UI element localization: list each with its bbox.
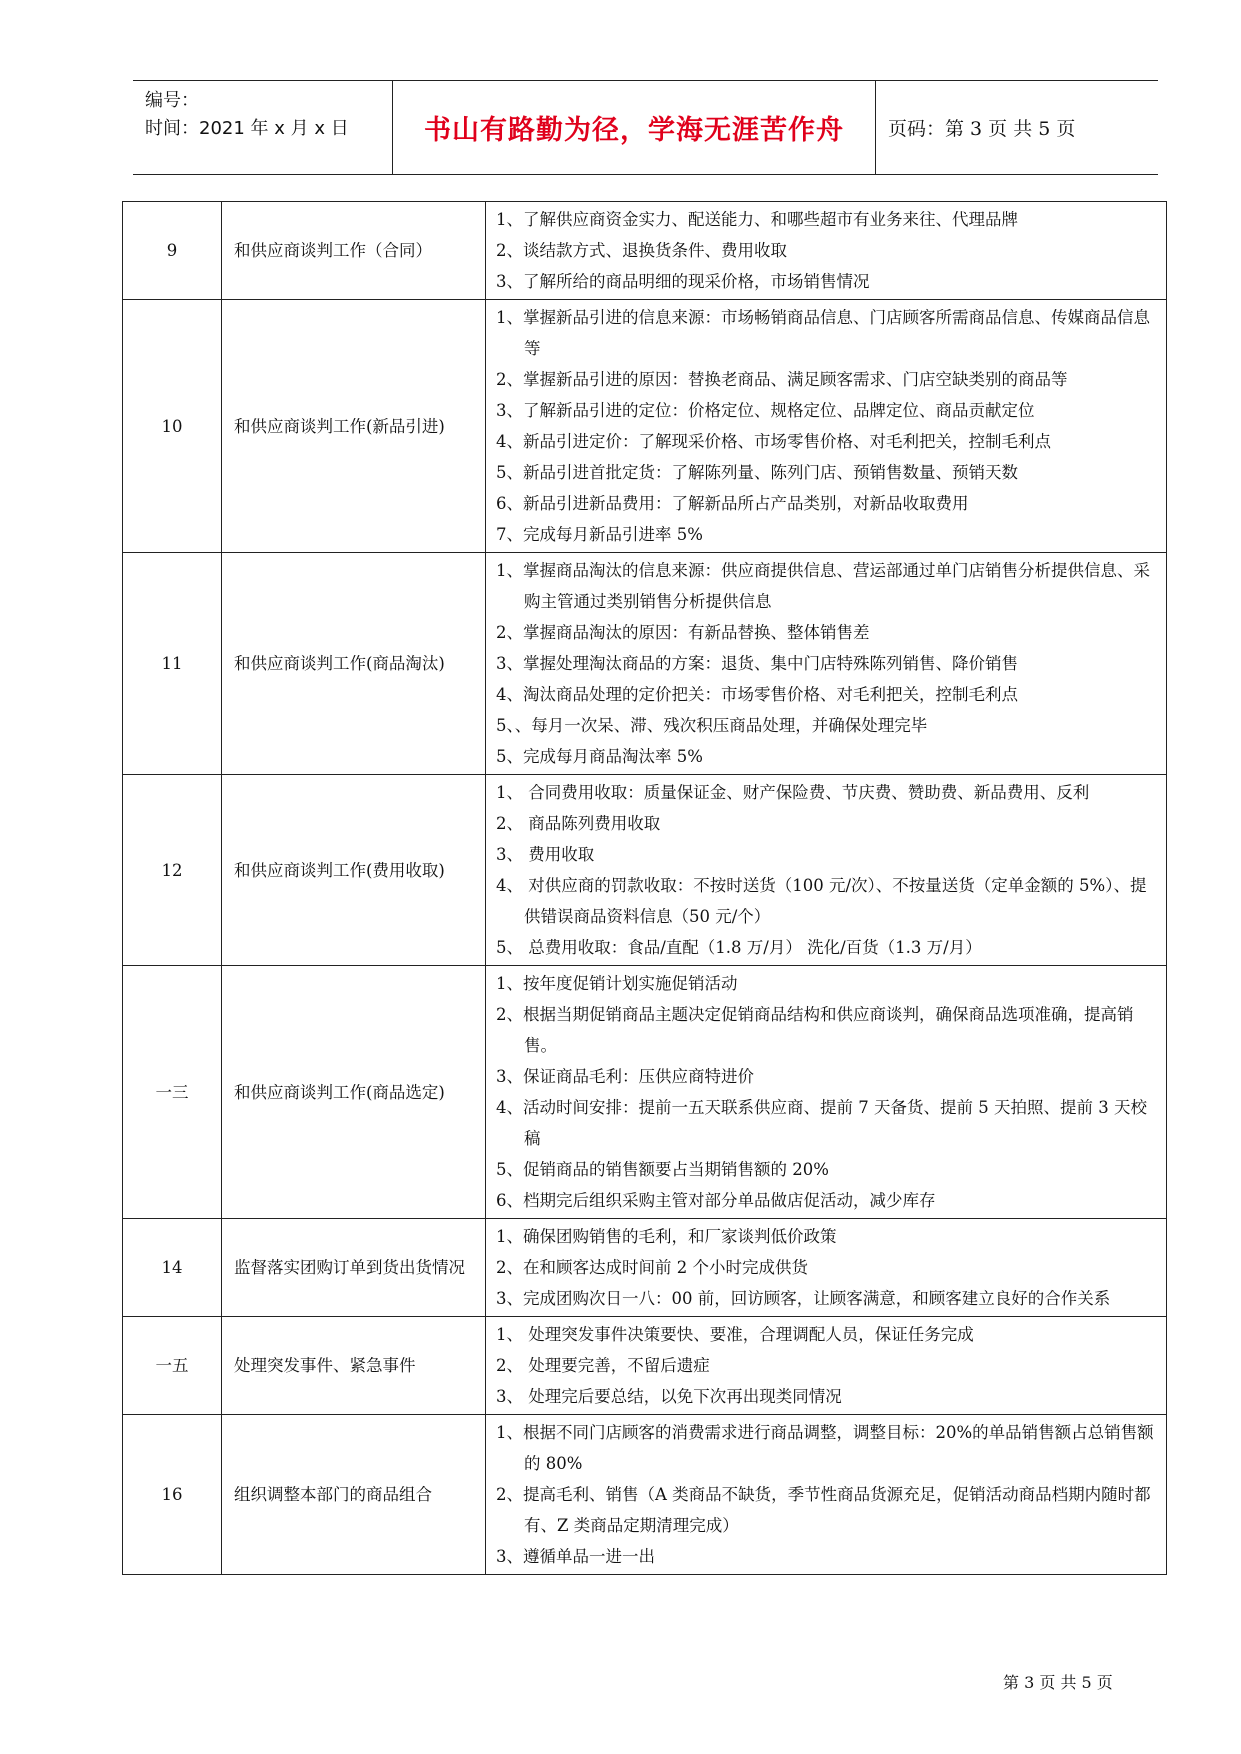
- header-info: [133, 81, 393, 174]
- table-row: [123, 966, 1167, 1219]
- detail-item: 1、掌握商品淘汰的信息来源：供应商提供信息、营运部通过单门店销售分析提供信息、采购主管通过类别销售分析提供信息: [496, 561, 1150, 611]
- detail-item: 2、在和顾客达成时间前 2 个小时完成供货: [496, 1258, 808, 1277]
- detail-item: 5、完成每月商品淘汰率 5%: [496, 747, 703, 766]
- footer-page-number: 第 3 页 共 5 页: [1003, 1673, 1113, 1692]
- detail-item: 4、 对供应商的罚款收取：不按时送货（100 元/次）、不按量送货（定单金额的 5%）、提供错误商品资料信息（50 元/个）: [496, 876, 1147, 926]
- detail-item: 1、按年度促销计划实施促销活动: [496, 974, 738, 993]
- detail-item: 2、掌握商品淘汰的原因：有新品替换、整体销售差: [496, 623, 870, 642]
- table-row: [123, 202, 1167, 300]
- detail-item: 3、 处理完后要总结，以免下次再出现类同情况: [496, 1387, 842, 1406]
- row-number: 9: [123, 202, 222, 300]
- row-number: 10: [123, 300, 222, 553]
- detail-item: 1、 处理突发事件决策要快、要准，合理调配人员，保证任务完成: [496, 1325, 974, 1344]
- detail-item: 5、、每月一次呆、滞、残次积压商品处理，并确保处理完毕: [496, 716, 928, 735]
- row-details: [486, 1415, 1167, 1575]
- row-number: 一三: [123, 966, 222, 1219]
- row-number: 14: [123, 1219, 222, 1317]
- detail-item: 1、了解供应商资金实力、配送能力、和哪些超市有业务来往、代理品牌: [496, 210, 1018, 229]
- detail-item: 3、完成团购次日一八：00 前，回访顾客，让顾客满意，和顾客建立良好的合作关系: [496, 1289, 1111, 1308]
- row-task: 监督落实团购订单到货出货情况: [222, 1219, 486, 1317]
- table-row: [123, 300, 1167, 553]
- header-page-label: 页码：第 3 页 共 5 页: [888, 118, 1076, 140]
- row-task: 和供应商谈判工作(商品选定): [222, 966, 486, 1219]
- detail-item: 5、 总费用收取：食品/直配（1.8 万/月） 洗化/百货（1.3 万/月）: [496, 938, 982, 957]
- row-details: [486, 1219, 1167, 1317]
- detail-item: 2、 处理要完善，不留后遗症: [496, 1356, 710, 1375]
- document-header: [133, 80, 1158, 175]
- row-details: [486, 1317, 1167, 1415]
- table-row: [123, 1317, 1167, 1415]
- row-details: [486, 775, 1167, 966]
- detail-item: 2、根据当期促销商品主题决定促销商品结构和供应商谈判，确保商品选项准确，提高销售。: [496, 1005, 1134, 1055]
- row-task: 组织调整本部门的商品组合: [222, 1415, 486, 1575]
- time-label: 时间：2021 年 x 月 x 日: [145, 118, 349, 139]
- detail-item: 3、掌握处理淘汰商品的方案：退货、集中门店特殊陈列销售、降价销售: [496, 654, 1018, 673]
- detail-item: 4、新品引进定价：了解现采价格、市场零售价格、对毛利把关，控制毛利点: [496, 432, 1051, 451]
- duties-table-body: [123, 202, 1167, 1575]
- table-row: [123, 1415, 1167, 1575]
- detail-item: 2、 商品陈列费用收取: [496, 814, 661, 833]
- detail-item: 6、新品引进新品费用：了解新品所占产品类别，对新品收取费用: [496, 494, 969, 513]
- row-details: [486, 553, 1167, 775]
- detail-item: 1、掌握新品引进的信息来源：市场畅销商品信息、门店顾客所需商品信息、传媒商品信息等: [496, 308, 1150, 358]
- row-task: 处理突发事件、紧急事件: [222, 1317, 486, 1415]
- row-task: 和供应商谈判工作(新品引进): [222, 300, 486, 553]
- row-task: 和供应商谈判工作(费用收取): [222, 775, 486, 966]
- detail-item: 1、 合同费用收取：质量保证金、财产保险费、节庆费、赞助费、新品费用、反利: [496, 783, 1090, 802]
- detail-item: 2、谈结款方式、退换货条件、费用收取: [496, 241, 787, 260]
- detail-item: 3、 费用收取: [496, 845, 595, 864]
- detail-item: 1、根据不同门店顾客的消费需求进行商品调整，调整目标：20%的单品销售额占总销售额的 80%: [496, 1423, 1154, 1473]
- row-number: 16: [123, 1415, 222, 1575]
- row-details: [486, 966, 1167, 1219]
- row-task: 和供应商谈判工作(商品淘汰): [222, 553, 486, 775]
- detail-item: 4、活动时间安排：提前一五天联系供应商、提前 7 天备货、提前 5 天拍照、提前 3 天校稿: [496, 1098, 1147, 1148]
- row-details: [486, 202, 1167, 300]
- code-label: 编号：: [145, 90, 199, 111]
- table-row: [123, 553, 1167, 775]
- detail-item: 2、掌握新品引进的原因：替换老商品、满足顾客需求、门店空缺类别的商品等: [496, 370, 1068, 389]
- detail-item: 6、档期完后组织采购主管对部分单品做店促活动，减少库存: [496, 1191, 936, 1210]
- row-number: 12: [123, 775, 222, 966]
- detail-item: 3、保证商品毛利：压供应商特进价: [496, 1067, 754, 1086]
- table-row: [123, 1219, 1167, 1317]
- table-row: [123, 775, 1167, 966]
- detail-item: 5、促销商品的销售额要占当期销售额的 20%: [496, 1160, 829, 1179]
- detail-item: 2、提高毛利、销售（A 类商品不缺货，季节性商品货源充足，促销活动商品档期内随时都有、Z 类商品定期清理完成）: [496, 1485, 1151, 1535]
- row-details: [486, 300, 1167, 553]
- detail-item: 1、确保团购销售的毛利，和厂家谈判低价政策: [496, 1227, 837, 1246]
- detail-item: 4、淘汰商品处理的定价把关：市场零售价格、对毛利把关，控制毛利点: [496, 685, 1018, 704]
- header-motto: 书山有路勤为径，学海无涯苦作舟: [393, 81, 876, 174]
- detail-item: 5、新品引进首批定货：了解陈列量、陈列门店、预销售数量、预销天数: [496, 463, 1018, 482]
- detail-item: 3、了解新品引进的定位：价格定位、规格定位、品牌定位、商品贡献定位: [496, 401, 1035, 420]
- detail-item: 7、完成每月新品引进率 5%: [496, 525, 703, 544]
- detail-item: 3、遵循单品一进一出: [496, 1547, 655, 1566]
- row-task: 和供应商谈判工作（合同）: [222, 202, 486, 300]
- row-number: 11: [123, 553, 222, 775]
- duties-table: [122, 201, 1167, 1575]
- detail-item: 3、了解所给的商品明细的现采价格，市场销售情况: [496, 272, 870, 291]
- row-number: 一五: [123, 1317, 222, 1415]
